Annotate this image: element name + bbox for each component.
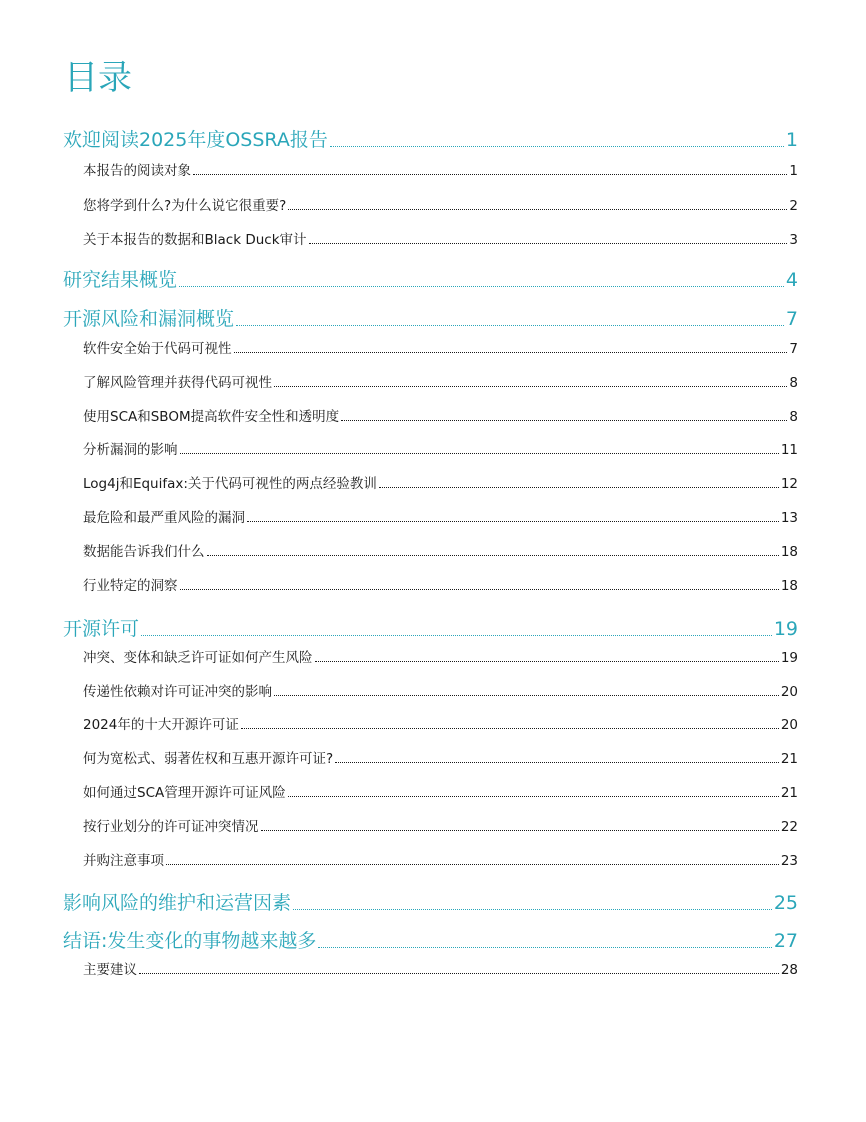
dot-leader xyxy=(180,453,779,454)
toc-subsection-link[interactable] xyxy=(63,228,798,248)
toc-page-number: 23 xyxy=(780,853,798,869)
dot-leader xyxy=(180,589,779,590)
toc-page-number: 28 xyxy=(780,962,798,978)
toc-subsection-link[interactable] xyxy=(63,574,798,594)
toc-page-number: 12 xyxy=(780,476,798,492)
toc-page-number: 21 xyxy=(780,751,798,767)
toc-subsection-link[interactable] xyxy=(63,405,798,425)
toc-page-number: 4 xyxy=(785,269,798,291)
dot-leader xyxy=(141,635,772,636)
toc-page-number: 8 xyxy=(789,409,798,425)
toc-subsection-link[interactable] xyxy=(63,958,798,978)
toc-subsection-link[interactable] xyxy=(63,540,798,560)
dot-leader xyxy=(335,762,779,763)
dot-leader xyxy=(315,661,779,662)
toc-page-number: 3 xyxy=(789,232,798,248)
dot-leader xyxy=(274,695,779,696)
dot-leader xyxy=(234,352,788,353)
toc-entry-label: 结语:发生变化的事物越来越多 xyxy=(63,930,317,952)
toc-page-number: 22 xyxy=(780,819,798,835)
toc-page-number: 7 xyxy=(789,341,798,357)
toc-entry-label: 并购注意事项 xyxy=(83,853,164,869)
toc-entry-label: 您将学到什么?为什么说它很重要? xyxy=(83,198,287,214)
toc-subsection-link[interactable] xyxy=(63,849,798,869)
toc-page-number: 19 xyxy=(773,618,798,640)
toc-subsection-link[interactable] xyxy=(63,815,798,835)
dot-leader xyxy=(293,909,772,910)
dot-leader xyxy=(207,555,779,556)
toc-page-number: 27 xyxy=(773,930,798,952)
toc-entry-label: 传递性依赖对许可证冲突的影响 xyxy=(83,684,272,700)
toc-subsection-link[interactable] xyxy=(63,438,798,458)
toc-page-number: 11 xyxy=(780,442,798,458)
toc-subsection-link[interactable] xyxy=(63,337,798,357)
dot-leader xyxy=(318,947,771,948)
toc-entry-label: 数据能告诉我们什么 xyxy=(83,544,205,560)
dot-leader xyxy=(261,830,779,831)
toc-entry-label: 如何通过SCA管理开源许可证风险 xyxy=(83,785,286,801)
toc-page-number: 20 xyxy=(780,684,798,700)
toc-entry-label: 按行业划分的许可证冲突情况 xyxy=(83,819,259,835)
toc-page-number: 25 xyxy=(773,892,798,914)
toc-subsection-link[interactable] xyxy=(63,371,798,391)
dot-leader xyxy=(379,487,779,488)
toc-entry-label: 关于本报告的数据和Black Duck审计 xyxy=(83,232,307,248)
dot-leader xyxy=(139,973,779,974)
toc-entry-label: 了解风险管理并获得代码可视性 xyxy=(83,375,272,391)
dot-leader xyxy=(274,386,787,387)
toc-section-link[interactable] xyxy=(63,265,798,292)
dot-leader xyxy=(288,209,787,210)
page-title: 目录 xyxy=(64,58,132,98)
toc-page-number: 2 xyxy=(789,198,798,214)
toc-entry-label: 开源风险和漏洞概览 xyxy=(63,308,235,330)
toc-subsection-link[interactable] xyxy=(63,781,798,801)
toc-subsection-link[interactable] xyxy=(63,747,798,767)
toc-page-number: 20 xyxy=(780,717,798,733)
toc-subsection-link[interactable] xyxy=(63,194,798,214)
toc-page-number: 7 xyxy=(785,308,798,330)
toc-section-link[interactable] xyxy=(63,614,798,641)
dot-leader xyxy=(166,864,779,865)
toc-subsection-link[interactable] xyxy=(63,680,798,700)
toc-page-number: 19 xyxy=(780,650,798,666)
dot-leader xyxy=(247,521,779,522)
toc-entry-label: 本报告的阅读对象 xyxy=(83,163,191,179)
toc-page-number: 18 xyxy=(780,544,798,560)
toc-subsection-link[interactable] xyxy=(63,646,798,666)
toc-entry-label: 最危险和最严重风险的漏洞 xyxy=(83,510,245,526)
dot-leader xyxy=(236,325,784,326)
toc-subsection-link[interactable] xyxy=(63,713,798,733)
toc-entry-label: Log4j和Equifax:关于代码可视性的两点经验教训 xyxy=(83,476,377,492)
toc-entry-label: 行业特定的洞察 xyxy=(83,578,178,594)
toc-entry-label: 何为宽松式、弱著佐权和互惠开源许可证? xyxy=(83,751,334,767)
toc-entry-label: 研究结果概览 xyxy=(63,269,178,291)
dot-leader xyxy=(309,243,788,244)
toc-entry-label: 影响风险的维护和运营因素 xyxy=(63,892,292,914)
toc-subsection-link[interactable] xyxy=(63,506,798,526)
toc-section-link[interactable] xyxy=(63,304,798,331)
toc-entry-label: 主要建议 xyxy=(83,962,137,978)
toc-entry-label: 开源许可 xyxy=(63,618,140,640)
dot-leader xyxy=(241,728,779,729)
toc-page-number: 13 xyxy=(780,510,798,526)
toc-page-number: 21 xyxy=(780,785,798,801)
toc-page-number: 18 xyxy=(780,578,798,594)
dot-leader xyxy=(330,146,784,147)
toc-entry-label: 分析漏洞的影响 xyxy=(83,442,178,458)
dot-leader xyxy=(341,420,787,421)
toc-entry-label: 2024年的十大开源许可证 xyxy=(83,717,239,733)
toc-subsection-link[interactable] xyxy=(63,472,798,492)
toc-entry-label: 欢迎阅读2025年度OSSRA报告 xyxy=(63,129,328,151)
toc-entry-label: 冲突、变体和缺乏许可证如何产生风险 xyxy=(83,650,313,666)
toc-section-link[interactable] xyxy=(63,926,798,953)
toc-section-link[interactable] xyxy=(63,888,798,915)
dot-leader xyxy=(193,174,787,175)
toc-section-link[interactable] xyxy=(63,125,798,152)
toc-page-number: 8 xyxy=(789,375,798,391)
toc-entry-label: 软件安全始于代码可视性 xyxy=(83,341,232,357)
dot-leader xyxy=(288,796,779,797)
toc-page-number: 1 xyxy=(785,129,798,151)
toc-subsection-link[interactable] xyxy=(63,159,798,179)
toc-entry-label: 使用SCA和SBOM提高软件安全性和透明度 xyxy=(83,409,340,425)
toc-page-number: 1 xyxy=(789,163,798,179)
dot-leader xyxy=(179,286,784,287)
